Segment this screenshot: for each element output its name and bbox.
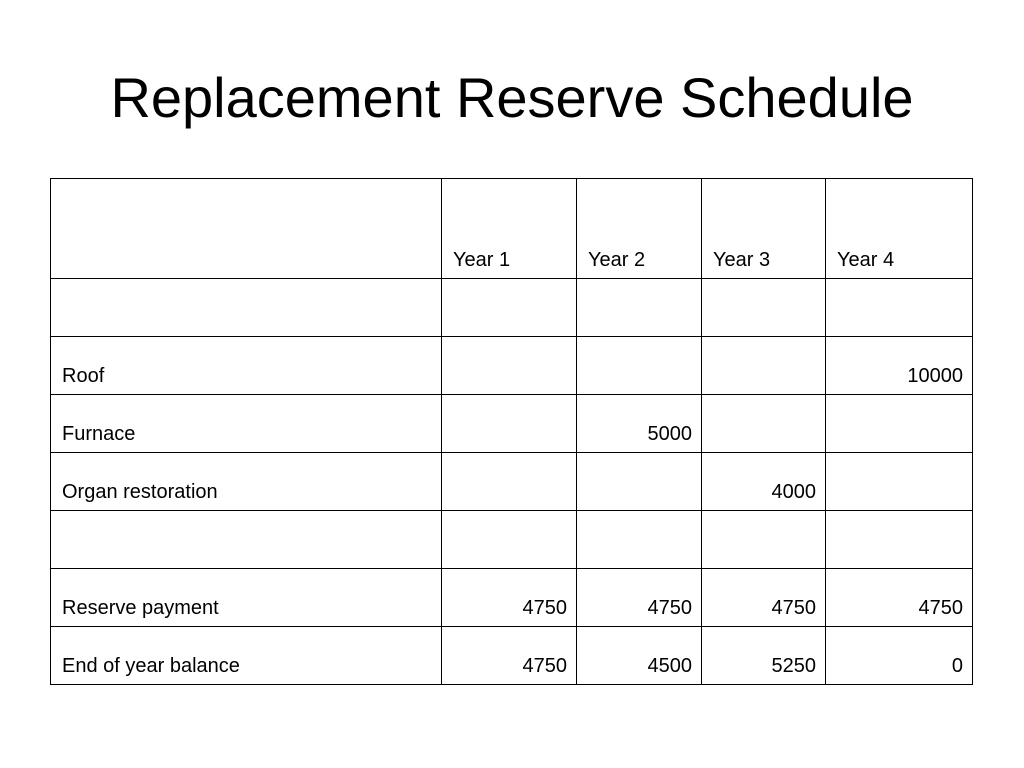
year-2-cell: 5000 <box>577 395 702 453</box>
row-label: Organ restoration <box>51 453 442 511</box>
year-3-cell <box>702 511 826 569</box>
year-4-cell <box>826 453 973 511</box>
year-4-cell <box>826 279 973 337</box>
year-2-cell: 4750 <box>577 569 702 627</box>
table-row-blank-2 <box>51 511 973 569</box>
header-cell-item <box>51 179 442 279</box>
table-row-furnace <box>51 395 973 453</box>
year-4-cell <box>826 511 973 569</box>
reserve-schedule-table <box>50 178 973 685</box>
year-4-cell: 10000 <box>826 337 973 395</box>
year-1-cell <box>442 337 577 395</box>
row-label <box>51 511 442 569</box>
year-3-cell: 5250 <box>702 627 826 685</box>
header-cell-year-1: Year 1 <box>442 179 577 279</box>
year-3-cell <box>702 337 826 395</box>
header-cell-year-2: Year 2 <box>577 179 702 279</box>
year-1-cell <box>442 279 577 337</box>
table-row-blank-1 <box>51 279 973 337</box>
row-label: End of year balance <box>51 627 442 685</box>
year-4-cell: 0 <box>826 627 973 685</box>
year-3-cell <box>702 279 826 337</box>
year-2-cell <box>577 279 702 337</box>
year-3-cell: 4000 <box>702 453 826 511</box>
header-cell-year-3: Year 3 <box>702 179 826 279</box>
slide-title: Replacement Reserve Schedule <box>110 66 914 129</box>
year-1-cell <box>442 453 577 511</box>
row-label: Roof <box>51 337 442 395</box>
table-row-organ-restoration <box>51 453 973 511</box>
year-4-cell: 4750 <box>826 569 973 627</box>
header-cell-year-4: Year 4 <box>826 179 973 279</box>
year-3-cell <box>702 395 826 453</box>
table-header-row <box>51 179 973 279</box>
row-label: Reserve payment <box>51 569 442 627</box>
year-2-cell: 4500 <box>577 627 702 685</box>
year-1-cell: 4750 <box>442 627 577 685</box>
year-1-cell <box>442 395 577 453</box>
table-row-roof <box>51 337 973 395</box>
year-2-cell <box>577 453 702 511</box>
table-row-end-of-year-balance <box>51 627 973 685</box>
year-1-cell <box>442 511 577 569</box>
year-4-cell <box>826 395 973 453</box>
year-2-cell <box>577 337 702 395</box>
row-label <box>51 279 442 337</box>
year-3-cell: 4750 <box>702 569 826 627</box>
row-label: Furnace <box>51 395 442 453</box>
year-2-cell <box>577 511 702 569</box>
year-1-cell: 4750 <box>442 569 577 627</box>
table-row-reserve-payment <box>51 569 973 627</box>
